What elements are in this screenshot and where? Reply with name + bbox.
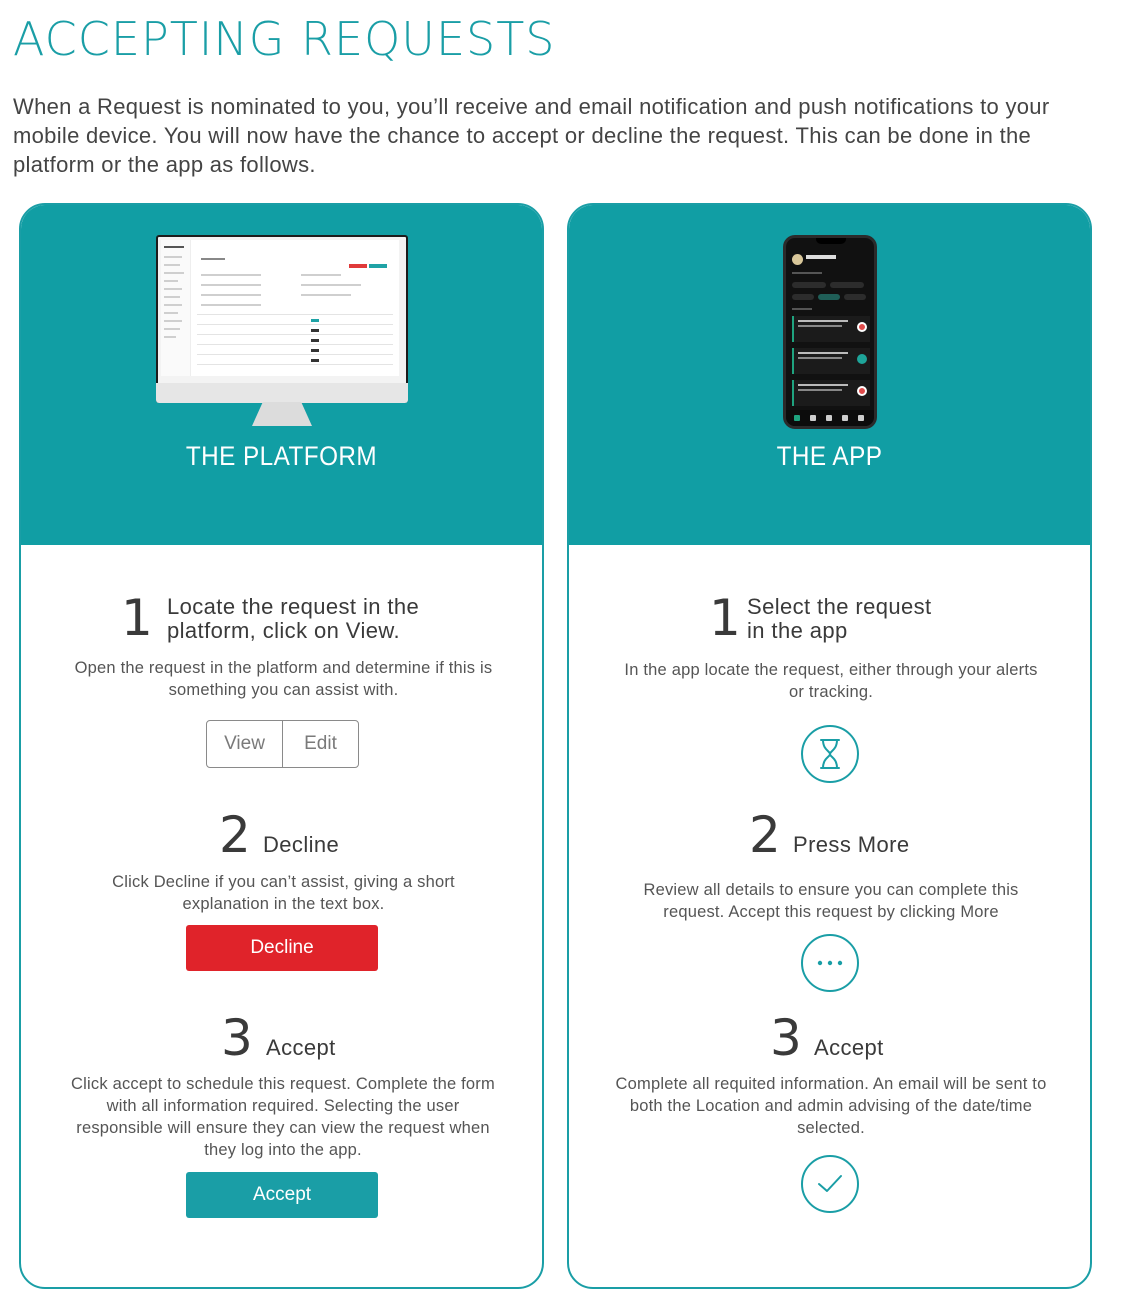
app-step3-title: Accept: [814, 1035, 884, 1060]
app-step1-title-line2: in the app: [747, 618, 848, 643]
platform-step3-number: 3: [221, 1009, 253, 1067]
app-step3-number: 3: [770, 1009, 802, 1067]
platform-screenshot: [161, 240, 399, 376]
mobile-phone-illustration: [783, 235, 877, 429]
checkmark-icon: [801, 1155, 859, 1213]
app-title: THE APP: [776, 441, 883, 471]
platform-title: THE PLATFORM: [185, 441, 378, 471]
platform-step1-description: Open the request in the platform and determine if this is something you can assist with.: [74, 659, 493, 699]
platform-card-header: [21, 205, 542, 545]
app-step1-description: In the app locate the request, either through your alerts or tracking.: [624, 661, 1038, 701]
desktop-monitor-illustration: [156, 235, 408, 431]
platform-step2-description: Click Decline if you can’t assist, giving a short explanation in the text box.: [112, 873, 455, 913]
app-card-header: [569, 205, 1090, 545]
edit-button[interactable]: Edit: [304, 733, 337, 754]
accept-button[interactable]: Accept: [186, 1172, 378, 1218]
platform-step2-title: Decline: [263, 832, 340, 857]
app-card: [567, 203, 1092, 1289]
platform-step2-number: 2: [219, 806, 251, 864]
app-step3-description: Complete all requited information. An email will be sent to both the Location and admin advising of the date/time selected.: [615, 1075, 1047, 1137]
more-dots-icon[interactable]: [801, 934, 859, 992]
view-edit-buttons: [206, 720, 359, 768]
intro-paragraph: When a Request is nominated to you, you’ll receive and email notification and push notifications to your mobile device. You will now have the chance to accept or decline the request. This can be done in the platform or the app as follows.: [13, 94, 1050, 177]
app-step1-number: 1: [709, 589, 741, 647]
platform-card: [19, 203, 544, 1289]
view-button[interactable]: View: [224, 733, 265, 754]
platform-step1-title-line1: Locate the request in the: [167, 594, 420, 619]
decline-button[interactable]: Decline: [186, 925, 378, 971]
page-title: ACCEPTING REQUESTS: [13, 12, 556, 66]
platform-step1-title-line2: platform, click on View.: [167, 618, 400, 643]
platform-step1-number: 1: [121, 589, 153, 647]
app-step2-description: Review all details to ensure you can complete this request. Accept this request by clicking More: [643, 881, 1019, 921]
platform-step3-description: Click accept to schedule this request. Complete the form with all information required. Selecting the user responsible will ensure they can view the request when they log into the app.: [71, 1075, 495, 1159]
app-step1-title-line1: Select the request: [747, 594, 932, 619]
app-step2-number: 2: [749, 806, 781, 864]
platform-step3-title: Accept: [266, 1035, 336, 1060]
app-step2-title: Press More: [793, 832, 910, 857]
hourglass-icon: [801, 725, 859, 783]
